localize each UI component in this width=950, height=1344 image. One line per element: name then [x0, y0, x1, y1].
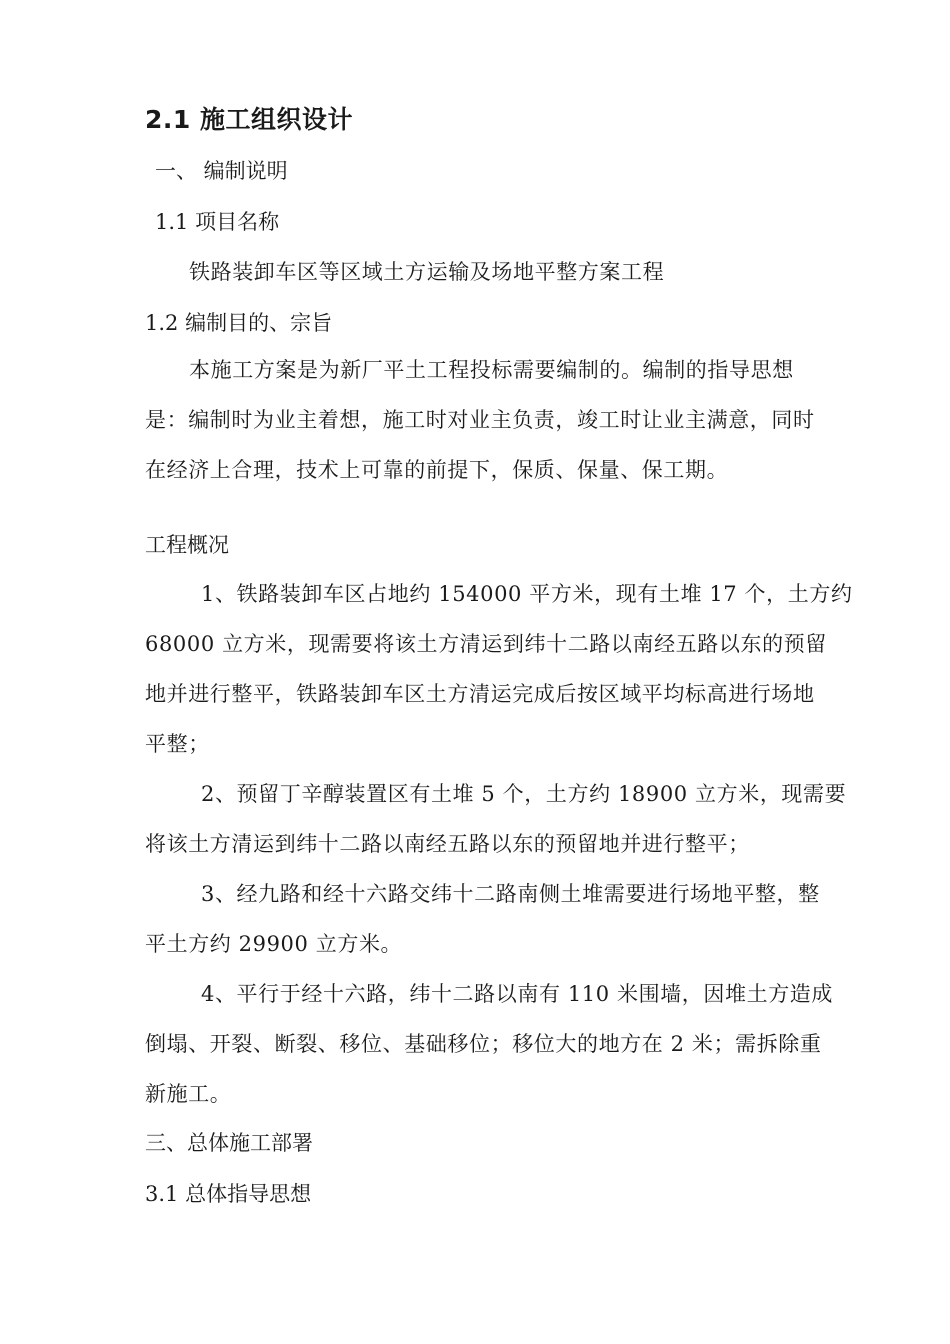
item4-line-1: 4、平行于经十六路，纬十二路以南有 110 米围墙，因堆土方造成 [201, 982, 833, 1006]
overview-heading: 工程概况 [145, 533, 229, 557]
item4-line-2: 倒塌、开裂、断裂、移位、基础移位；移位大的地方在 2 米；需拆除重 [145, 1032, 822, 1056]
purpose-line-3: 在经济上合理，技术上可靠的前提下，保质、保量、保工期。 [145, 458, 729, 482]
page-title: 2.1 施工组织设计 [145, 105, 353, 134]
item1-line-2: 68000 立方米，现需要将该土方清运到纬十二路以南经五路以东的预留 [145, 632, 827, 656]
section-heading-3: 三、总体施工部署 [145, 1131, 313, 1155]
subsection-heading-1-2: 1.2 编制目的、宗旨 [145, 311, 333, 335]
purpose-line-1: 本施工方案是为新厂平土工程投标需要编制的。编制的指导思想 [189, 358, 794, 382]
item3-line-1: 3、经九路和经十六路交纬十二路南侧土堆需要进行场地平整，整 [201, 882, 820, 906]
subsection-heading-1-1: 1.1 项目名称 [155, 210, 280, 234]
item1-line-3: 地并进行整平，铁路装卸车区土方清运完成后按区域平均标高进行场地 [145, 682, 815, 706]
item3-line-2: 平土方约 29900 立方米。 [145, 932, 403, 956]
section-heading-1: 一、 编制说明 [155, 159, 288, 183]
purpose-line-2: 是：编制时为业主着想，施工时对业主负责，竣工时让业主满意，同时 [145, 408, 815, 432]
item1-line-4: 平整； [145, 732, 210, 756]
item2-line-1: 2、预留丁辛醇装置区有土堆 5 个，土方约 18900 立方米，现需要 [201, 782, 847, 806]
item2-line-2: 将该土方清运到纬十二路以南经五路以东的预留地并进行整平； [145, 832, 750, 856]
item4-line-3: 新施工。 [145, 1082, 232, 1106]
project-name: 铁路装卸车区等区域土方运输及场地平整方案工程 [189, 260, 665, 284]
item1-line-1: 1、铁路装卸车区占地约 154000 平方米，现有土堆 17 个，土方约 [201, 582, 853, 606]
subsection-heading-3-1: 3.1 总体指导思想 [145, 1182, 312, 1206]
